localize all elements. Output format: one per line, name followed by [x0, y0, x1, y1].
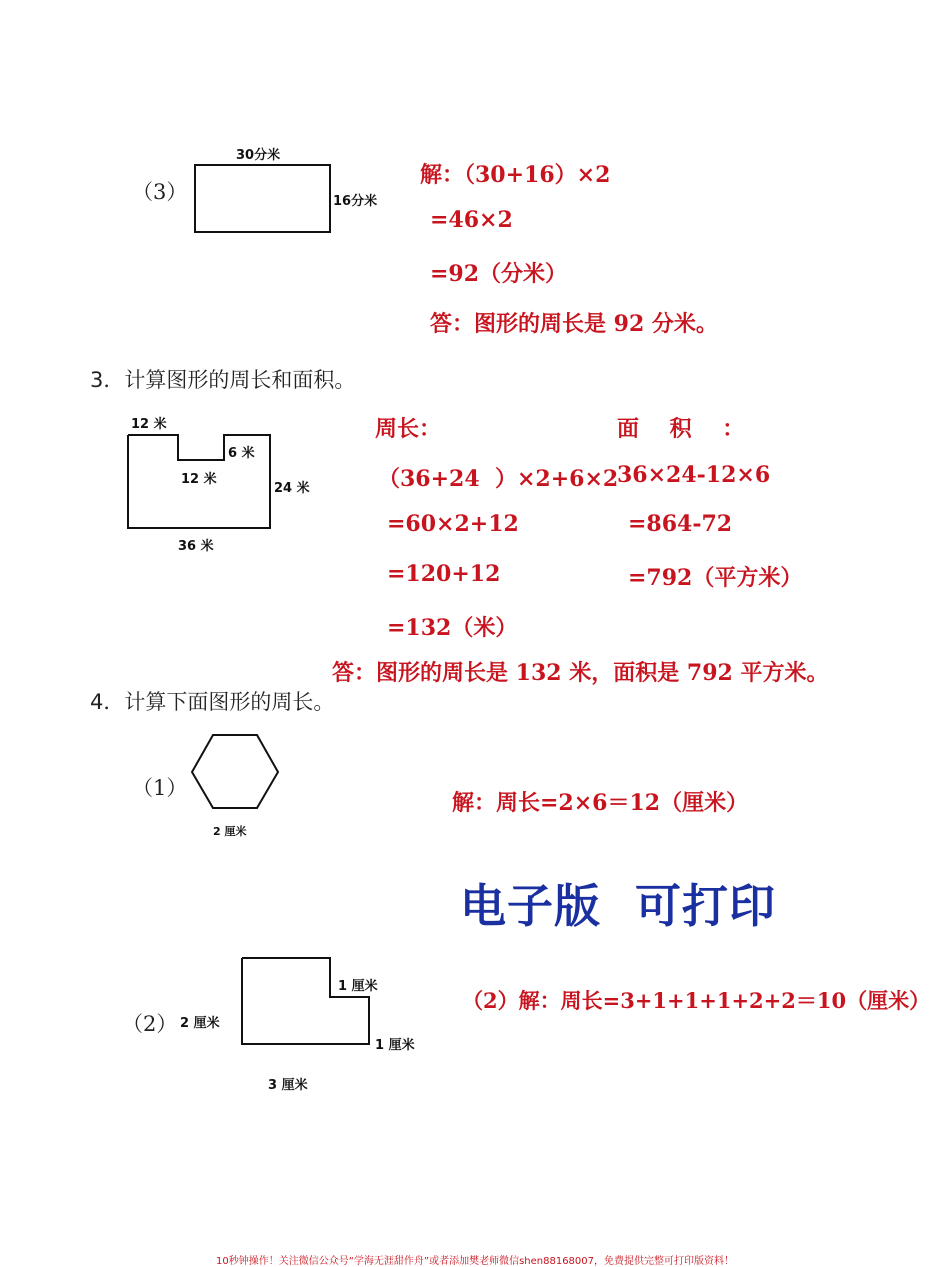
l-shape-notch-dim: 1 厘米 [338, 979, 378, 994]
question-3-heading: 3．计算图形的周长和面积。 [90, 368, 356, 392]
part4-1-label: （1） [132, 776, 188, 800]
hexagon-side-dim: 2 厘米 [213, 825, 247, 838]
part4-2-label: （2） [122, 1012, 178, 1036]
l-shape-right-dim: 1 厘米 [375, 1038, 415, 1053]
rect-top-dim: 30分米 [236, 148, 281, 163]
part4-2-solution: （2）解：周长=3+1+1+1+2+2＝10（厘米） [462, 988, 931, 1013]
part3-solution-line-2: =46×2 [430, 207, 513, 233]
part4-1-solution: 解：周长=2×6＝12（厘米） [452, 790, 749, 816]
area-title: 面 积 ： [617, 416, 745, 442]
dim-notch-right: 6 米 [228, 446, 255, 461]
perimeter-title: 周长： [375, 416, 442, 442]
area-line-1: 36×24-12×6 [617, 462, 771, 488]
dim-notch-bottom: 12 米 [181, 472, 217, 487]
dim-bottom: 36 米 [178, 539, 214, 554]
dim-top-left: 12 米 [131, 417, 167, 432]
perimeter-line-2: =60×2+12 [387, 511, 519, 537]
perimeter-line-3: =120+12 [387, 561, 501, 587]
hexagon-figure [190, 734, 280, 810]
promo-banner: 电子版 可打印 [460, 879, 777, 933]
perimeter-line-4: =132（米） [387, 615, 518, 641]
perimeter-line-1: （36+24 ）×2+6×2 [378, 466, 619, 492]
part3-solution-line-3: =92（分米） [430, 261, 568, 287]
rect-side-dim: 16分米 [333, 194, 378, 209]
l-shape-bottom-dim: 3 厘米 [268, 1078, 308, 1093]
rectangle-figure [194, 164, 332, 234]
footer-note: 10秒钟操作！关注微信公众号“学海无涯甜作舟”或者添加樊老师微信shen88168007，免费提供完整可打印版资料！ [215, 1256, 735, 1267]
area-line-3: =792（平方米） [628, 565, 803, 591]
l-shape-figure [240, 957, 372, 1047]
area-line-2: =864-72 [628, 511, 733, 537]
l-shape-left-dim: 2 厘米 [180, 1016, 220, 1031]
part3-solution-line-1: 解：（30+16）×2 [420, 162, 611, 188]
part3-answer: 答：图形的周长是 92 分米。 [430, 311, 718, 337]
part3-label: （3） [132, 180, 188, 204]
question-4-heading: 4．计算下面图形的周长。 [90, 690, 335, 714]
dim-right: 24 米 [274, 481, 310, 496]
question-3-answer: 答：图形的周长是 132 米，面积是 792 平方米。 [332, 660, 829, 686]
